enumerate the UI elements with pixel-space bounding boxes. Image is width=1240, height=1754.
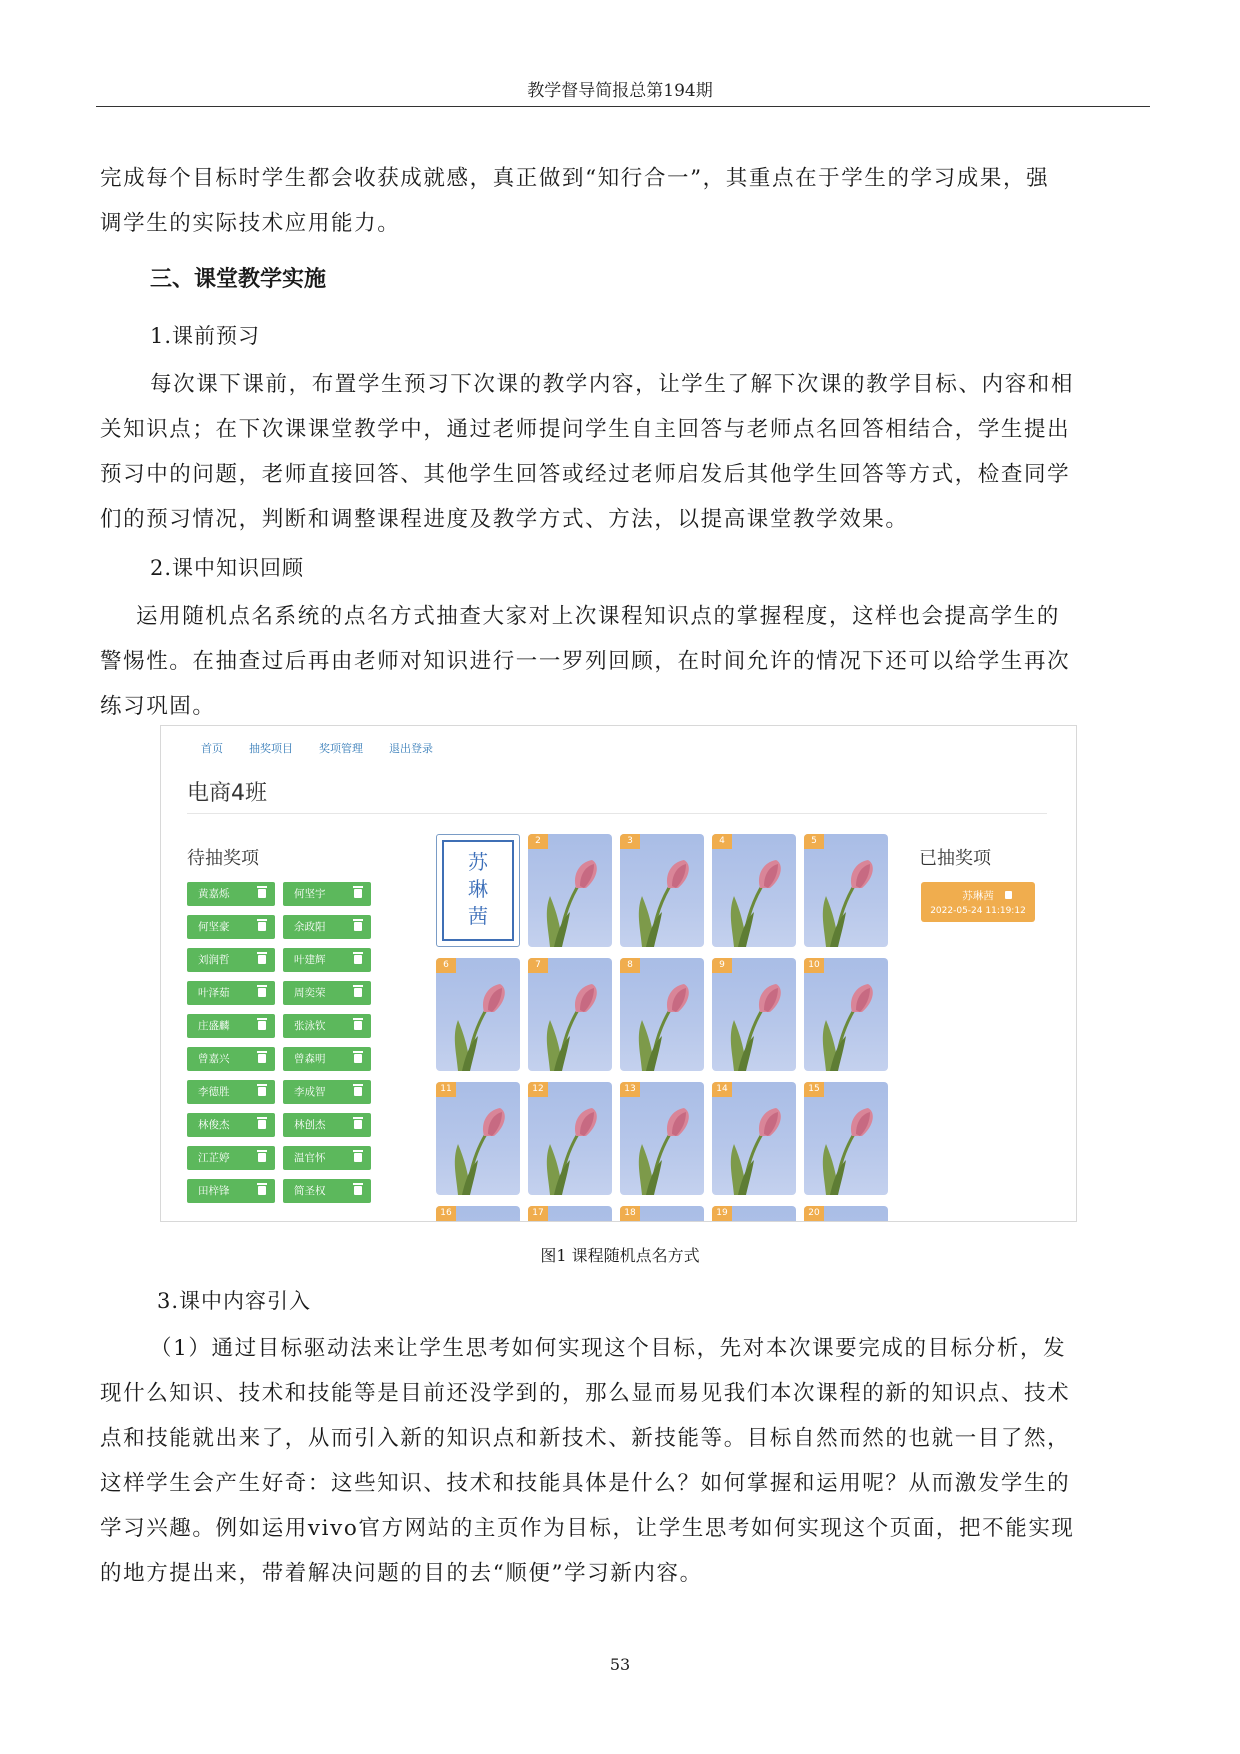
text-line: （1）通过目标驱动法来让学生思考如何实现这个目标，先对本次课要完成的目标分析，发 bbox=[150, 1336, 1067, 1361]
text-line: 每次课下课前，布置学生预习下次课的教学内容，让学生了解下次课的教学目标、内容和相 bbox=[150, 372, 1075, 397]
pending-name-label: 黄嘉烁 bbox=[198, 888, 230, 900]
card-number-badge: 2 bbox=[528, 834, 548, 849]
pending-name-button[interactable] bbox=[283, 1146, 371, 1170]
revealed-name-char: 苏 bbox=[468, 850, 488, 874]
trash-icon[interactable] bbox=[258, 889, 266, 898]
pending-name-label: 余政阳 bbox=[294, 921, 326, 933]
pending-name-label: 刘润哲 bbox=[198, 954, 230, 966]
drawn-title: 已抽奖项 bbox=[919, 848, 991, 869]
drawn-name: 苏琳茜 bbox=[962, 890, 994, 902]
tulip-card[interactable] bbox=[436, 1082, 520, 1195]
text-line: 预习中的问题，老师直接回答、其他学生回答或经过老师启发后其他学生回答等方式，检查同学 bbox=[100, 462, 1071, 487]
pending-name-button[interactable] bbox=[187, 1146, 275, 1170]
card-number-badge: 6 bbox=[436, 958, 456, 973]
nav-logout[interactable]: 退出登录 bbox=[389, 742, 433, 755]
subsection-1-paragraph bbox=[100, 362, 1145, 542]
roll-call-screenshot bbox=[160, 725, 1077, 1222]
tulip-card[interactable] bbox=[620, 834, 704, 947]
card-number-badge: 3 bbox=[620, 834, 640, 849]
card-number-badge: 18 bbox=[620, 1206, 640, 1221]
pending-name-button[interactable] bbox=[187, 981, 275, 1005]
pending-name-label: 庄盛麟 bbox=[198, 1020, 230, 1032]
card-number-badge: 9 bbox=[712, 958, 732, 973]
pending-name-label: 李德胜 bbox=[198, 1086, 230, 1098]
tulip-card[interactable] bbox=[528, 1082, 612, 1195]
running-header: 教学督导简报总第194期 bbox=[527, 81, 713, 101]
nav-lottery-projects[interactable]: 抽奖项目 bbox=[249, 742, 293, 755]
card-number-badge: 17 bbox=[528, 1206, 548, 1221]
card-number-badge: 4 bbox=[712, 834, 732, 849]
pending-name-button[interactable] bbox=[283, 1080, 371, 1104]
tulip-card[interactable] bbox=[804, 1082, 888, 1195]
section-heading: 三、课堂教学实施 bbox=[150, 267, 327, 292]
figure-caption: 图1 课程随机点名方式 bbox=[540, 1246, 700, 1265]
pending-name-label: 简圣权 bbox=[294, 1185, 326, 1197]
intro-paragraph bbox=[100, 156, 1145, 246]
card-number-badge: 14 bbox=[712, 1082, 732, 1097]
tulip-card[interactable] bbox=[528, 958, 612, 1071]
tulip-card[interactable] bbox=[712, 1082, 796, 1195]
trash-icon[interactable] bbox=[258, 1087, 266, 1096]
pending-name-label: 田梓锋 bbox=[198, 1185, 230, 1197]
revealed-name-char: 茜 bbox=[468, 904, 488, 928]
trash-icon[interactable] bbox=[258, 1186, 266, 1195]
tulip-card[interactable] bbox=[436, 1206, 520, 1222]
pending-name-label: 林创杰 bbox=[294, 1119, 326, 1131]
card-number-badge: 8 bbox=[620, 958, 640, 973]
trash-icon[interactable] bbox=[258, 1120, 266, 1129]
trash-icon[interactable] bbox=[258, 988, 266, 997]
page-number: 53 bbox=[609, 1655, 631, 1674]
trash-icon[interactable] bbox=[354, 889, 362, 898]
trash-icon[interactable] bbox=[354, 988, 362, 997]
text-line: 练习巩固。 bbox=[100, 694, 216, 719]
text-line: 学习兴趣。例如运用vivo官方网站的主页作为目标，让学生思考如何实现这个页面，把不能实现 bbox=[100, 1516, 1075, 1541]
text-line: 完成每个目标时学生都会收获成就感，真正做到“知行合一”，其重点在于学生的学习成果，强 bbox=[100, 166, 1050, 191]
trash-icon[interactable] bbox=[354, 955, 362, 964]
card-number-badge: 12 bbox=[528, 1082, 548, 1097]
pending-name-button[interactable] bbox=[283, 1047, 371, 1071]
card-number-badge: 11 bbox=[436, 1082, 456, 1097]
trash-icon[interactable] bbox=[354, 1186, 362, 1195]
card-number-badge: 13 bbox=[620, 1082, 640, 1097]
trash-icon[interactable] bbox=[354, 1087, 362, 1096]
pending-name-button[interactable] bbox=[283, 1179, 371, 1203]
class-title: 电商4班 bbox=[187, 781, 267, 806]
pending-name-label: 温官怀 bbox=[294, 1152, 326, 1164]
card-number-badge: 16 bbox=[436, 1206, 456, 1221]
card-number-badge: 15 bbox=[804, 1082, 824, 1097]
pending-name-button[interactable] bbox=[187, 882, 275, 906]
trash-icon[interactable] bbox=[354, 1054, 362, 1063]
revealed-name-char: 琳 bbox=[468, 877, 488, 901]
pending-name-label: 何坚宇 bbox=[294, 888, 326, 900]
pending-name-button[interactable] bbox=[187, 1014, 275, 1038]
trash-icon[interactable] bbox=[258, 1153, 266, 1162]
subsection-title: 3.课中内容引入 bbox=[157, 1289, 312, 1313]
text-line: 调学生的实际技术应用能力。 bbox=[100, 211, 401, 236]
tulip-card[interactable] bbox=[528, 834, 612, 947]
pending-title: 待抽奖项 bbox=[187, 848, 259, 869]
pending-name-label: 李成智 bbox=[294, 1086, 326, 1098]
subsection-title: 2.课中知识回顾 bbox=[150, 556, 305, 580]
pending-name-button[interactable] bbox=[283, 1113, 371, 1137]
card-number-badge: 5 bbox=[804, 834, 824, 849]
divider bbox=[187, 813, 1047, 814]
text-line: 们的预习情况，判断和调整课程进度及教学方式、方法，以提高课堂教学效果。 bbox=[100, 507, 909, 532]
text-line: 的地方提出来，带着解决问题的目的去“顺便”学习新内容。 bbox=[100, 1561, 703, 1586]
drawn-item-badge[interactable] bbox=[921, 882, 1035, 922]
trash-icon[interactable] bbox=[354, 922, 362, 931]
text-line: 警惕性。在抽查过后再由老师对知识进行一一罗列回顾，在时间允许的情况下还可以给学生再次 bbox=[100, 649, 1071, 674]
trash-icon[interactable] bbox=[354, 1120, 362, 1129]
nav-home[interactable]: 首页 bbox=[201, 742, 223, 755]
subsection-2-paragraph bbox=[100, 594, 1145, 729]
text-line: 关知识点；在下次课课堂教学中，通过老师提问学生自主回答与老师点名回答相结合，学生提出 bbox=[100, 417, 1071, 442]
text-line: 点和技能就出来了，从而引入新的知识点和新技术、新技能等。目标自然而然的也就一目了然， bbox=[100, 1426, 1071, 1451]
drawn-time: 2022-05-24 11:19:12 bbox=[930, 906, 1026, 916]
pending-name-button[interactable] bbox=[283, 981, 371, 1005]
pending-name-button[interactable] bbox=[283, 882, 371, 906]
subsection-3-paragraph bbox=[100, 1326, 1145, 1596]
pending-name-button[interactable] bbox=[187, 948, 275, 972]
tulip-card[interactable] bbox=[804, 834, 888, 947]
trash-icon[interactable] bbox=[1005, 891, 1012, 899]
tulip-card[interactable] bbox=[620, 1206, 704, 1222]
tulip-card[interactable] bbox=[804, 958, 888, 1071]
tulip-card[interactable] bbox=[528, 1206, 612, 1222]
trash-icon[interactable] bbox=[258, 922, 266, 931]
pending-name-label: 林俊杰 bbox=[198, 1119, 230, 1131]
card-grid bbox=[436, 834, 896, 1222]
tulip-card[interactable] bbox=[712, 1206, 796, 1222]
card-number-badge: 20 bbox=[804, 1206, 824, 1221]
trash-icon[interactable] bbox=[354, 1021, 362, 1030]
trash-icon[interactable] bbox=[354, 1153, 362, 1162]
pending-name-label: 叶建辉 bbox=[294, 954, 326, 966]
nav-prize-management[interactable]: 奖项管理 bbox=[319, 742, 363, 755]
tulip-card[interactable] bbox=[620, 1082, 704, 1195]
pending-name-label: 周奕荣 bbox=[294, 987, 326, 999]
pending-name-button[interactable] bbox=[187, 915, 275, 939]
text-line: 这样学生会产生好奇：这些知识、技术和技能具体是什么？如何掌握和运用呢？从而激发学生的 bbox=[100, 1471, 1071, 1496]
tulip-card[interactable] bbox=[804, 1206, 888, 1222]
text-line: 现什么知识、技术和技能等是目前还没学到的，那么显而易见我们本次课程的新的知识点、技术 bbox=[100, 1381, 1071, 1406]
top-nav bbox=[201, 740, 433, 756]
pending-name-button[interactable] bbox=[187, 1080, 275, 1104]
tulip-card[interactable] bbox=[712, 834, 796, 947]
pending-name-label: 曾森明 bbox=[294, 1053, 326, 1065]
text-line: 运用随机点名系统的点名方式抽查大家对上次课程知识点的掌握程度，这样也会提高学生的 bbox=[136, 604, 1061, 629]
pending-name-button[interactable] bbox=[187, 1179, 275, 1203]
tulip-card[interactable] bbox=[620, 958, 704, 1071]
trash-icon[interactable] bbox=[258, 1021, 266, 1030]
pending-name-label: 叶泽茹 bbox=[198, 987, 230, 999]
pending-name-button[interactable] bbox=[187, 1047, 275, 1071]
pending-name-button[interactable] bbox=[283, 915, 371, 939]
pending-name-button[interactable] bbox=[283, 1014, 371, 1038]
card-number-badge: 7 bbox=[528, 958, 548, 973]
trash-icon[interactable] bbox=[258, 955, 266, 964]
pending-name-button[interactable] bbox=[283, 948, 371, 972]
pending-name-label: 张泳钦 bbox=[294, 1020, 326, 1032]
pending-name-button[interactable] bbox=[187, 1113, 275, 1137]
tulip-card[interactable] bbox=[436, 958, 520, 1071]
card-number-badge: 10 bbox=[804, 958, 824, 973]
pending-name-label: 何坚豪 bbox=[198, 921, 230, 933]
revealed-name bbox=[437, 849, 519, 930]
card-number-badge: 19 bbox=[712, 1206, 732, 1221]
pending-name-label: 曾嘉兴 bbox=[198, 1053, 230, 1065]
tulip-card[interactable] bbox=[712, 958, 796, 1071]
header-rule bbox=[96, 106, 1150, 107]
subsection-title: 1.课前预习 bbox=[150, 324, 261, 348]
pending-name-label: 江芷婷 bbox=[198, 1152, 230, 1164]
trash-icon[interactable] bbox=[258, 1054, 266, 1063]
revealed-card[interactable] bbox=[436, 834, 520, 947]
